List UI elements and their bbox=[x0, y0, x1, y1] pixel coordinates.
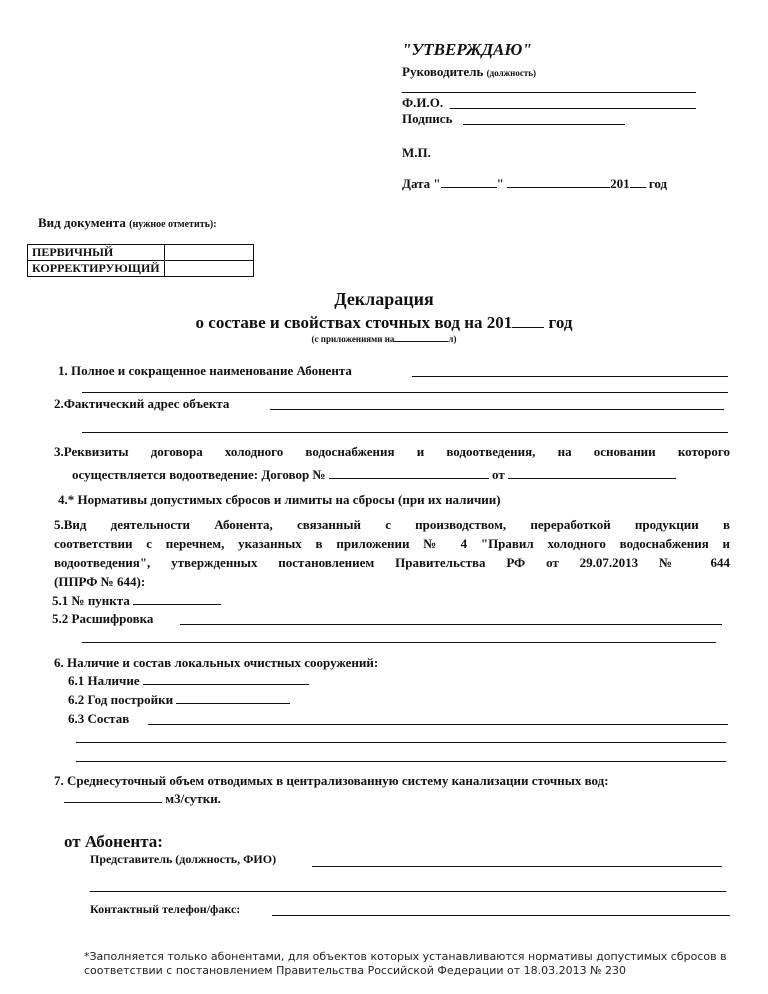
declaration-subtitle bbox=[0, 313, 768, 333]
head-label-text: Руководитель bbox=[402, 64, 484, 79]
item1-label: 1. Полное и сокращенное наименование Абонента bbox=[58, 363, 352, 378]
declaration-pages-field[interactable] bbox=[394, 334, 448, 342]
approve-title: "УТВЕРЖДАЮ" bbox=[402, 40, 532, 59]
item6-label: 6. Наличие и состав локальных очистных сооружений: bbox=[54, 655, 379, 670]
doc-type-option-primary: ПЕРВИЧНЫЙ bbox=[28, 245, 165, 261]
item6-3-label: 6.3 Состав bbox=[68, 711, 130, 726]
date-month-field[interactable] bbox=[507, 177, 610, 188]
footnote-line1: *Заполняется только абонентами, для объектов которых устанавливаются нормативы допустимых сбросов в bbox=[84, 950, 727, 963]
item6-3-line-a[interactable] bbox=[148, 724, 728, 725]
item6-1-field[interactable] bbox=[143, 674, 309, 685]
doc-type-hint: (нужное отметить): bbox=[129, 219, 217, 230]
declaration-subtitle-prefix: о составе и свойствах сточных вод на 201 bbox=[195, 313, 513, 332]
head-position-line[interactable] bbox=[402, 92, 696, 93]
item5-line2: соответствии с перечнем, указанных в приложении № 4 "Правил холодного водоснабжения и bbox=[54, 536, 730, 551]
item4-label: 4.* Нормативы допустимых сбросов и лимиты на сбросы (при их наличии) bbox=[58, 492, 501, 507]
phone-label: Контактный телефон/факс: bbox=[90, 902, 241, 916]
doc-type-label bbox=[38, 215, 217, 231]
item5-2-label: 5.2 Расшифровка bbox=[52, 611, 154, 626]
date-suffix: год bbox=[648, 176, 668, 191]
footnote-line2: соответствии с постановлением Правительства Российской Федерации от 18.03.2013 № 230 bbox=[84, 964, 627, 977]
item1-line-a[interactable] bbox=[412, 376, 728, 377]
item5-1-label: 5.1 № пункта bbox=[52, 593, 130, 608]
fio-label: Ф.И.О. bbox=[402, 95, 444, 110]
declaration-note bbox=[0, 334, 768, 344]
doc-type-table bbox=[27, 244, 254, 277]
contract-number-field[interactable] bbox=[329, 468, 489, 479]
date-prefix: Дата " bbox=[402, 176, 441, 191]
item2-label: 2.Фактический адрес объекта bbox=[54, 396, 230, 411]
item2-line-b[interactable] bbox=[82, 432, 728, 433]
fio-line[interactable] bbox=[450, 108, 696, 109]
item6-2-field[interactable] bbox=[176, 693, 290, 704]
declaration-year-field[interactable] bbox=[512, 313, 544, 328]
abonent-title: от Абонента: bbox=[64, 832, 163, 851]
representative-line[interactable] bbox=[312, 866, 722, 867]
head-label bbox=[402, 64, 536, 80]
item7-label: 7. Среднесуточный объем отводимых в централизованную систему канализации сточных вод: bbox=[54, 773, 609, 788]
declaration-subtitle-suffix: год bbox=[548, 313, 573, 332]
date-day-field[interactable] bbox=[441, 177, 497, 188]
declaration-note-suffix: л) bbox=[448, 334, 457, 344]
item5-2-line-b[interactable] bbox=[82, 642, 716, 643]
item6-1-row bbox=[68, 673, 309, 689]
stamp-label: М.П. bbox=[402, 145, 431, 160]
item6-1-label: 6.1 Наличие bbox=[68, 673, 140, 688]
doc-type-row-primary bbox=[28, 245, 254, 261]
item3-line2 bbox=[72, 467, 676, 483]
contract-date-field[interactable] bbox=[508, 468, 676, 479]
item7-unit: м3/сутки. bbox=[165, 791, 221, 806]
item5-line4: (ППРФ № 644): bbox=[54, 574, 146, 589]
doc-type-label-text: Вид документа bbox=[38, 215, 126, 230]
item6-2-row bbox=[68, 692, 290, 708]
item7-row bbox=[64, 791, 221, 807]
volume-field[interactable] bbox=[64, 792, 162, 803]
item3-from-label: от bbox=[492, 467, 505, 482]
item5-1-row bbox=[52, 593, 221, 609]
item5-2-line-a[interactable] bbox=[180, 624, 722, 625]
phone-line[interactable] bbox=[272, 915, 730, 916]
item2-line-a[interactable] bbox=[270, 409, 724, 410]
item5-line1: 5.Вид деятельности Абонента, связанный с производством, переработкой продукции в bbox=[54, 517, 730, 532]
declaration-note-prefix: (с приложениями на bbox=[311, 334, 395, 344]
signature-label: Подпись bbox=[402, 111, 453, 126]
item6-3-line-c[interactable] bbox=[76, 761, 726, 762]
date-mid: " bbox=[496, 176, 504, 191]
item1-line-b[interactable] bbox=[82, 392, 728, 393]
item3-contract-label: осуществляется водоотведение: Договор № bbox=[72, 467, 326, 482]
signature-line[interactable] bbox=[463, 124, 625, 125]
doc-type-option-corrective: КОРРЕКТИРУЮЩИЙ bbox=[28, 261, 165, 277]
doc-type-checkbox-primary[interactable] bbox=[164, 245, 253, 261]
doc-type-row-corrective bbox=[28, 261, 254, 277]
representative-label: Представитель (должность, ФИО) bbox=[90, 852, 277, 866]
item5-line3: водоотведения", утвержденных постановлением Правительства РФ от 29.07.2013 № 644 bbox=[54, 555, 730, 570]
item6-3-line-b[interactable] bbox=[76, 742, 726, 743]
date-year: 201 bbox=[610, 176, 630, 191]
date-row bbox=[402, 176, 667, 192]
item6-2-label: 6.2 Год постройки bbox=[68, 692, 174, 707]
doc-type-checkbox-corrective[interactable] bbox=[164, 261, 253, 277]
item5-1-field[interactable] bbox=[133, 594, 221, 605]
item3-line1: 3.Реквизиты договора холодного водоснабжения и водоотведения, на основании которого bbox=[54, 444, 730, 459]
head-hint: (должность) bbox=[486, 68, 537, 78]
representative-line-b[interactable] bbox=[90, 891, 726, 892]
declaration-title: Декларация bbox=[334, 289, 434, 309]
date-year-field[interactable] bbox=[630, 177, 646, 188]
